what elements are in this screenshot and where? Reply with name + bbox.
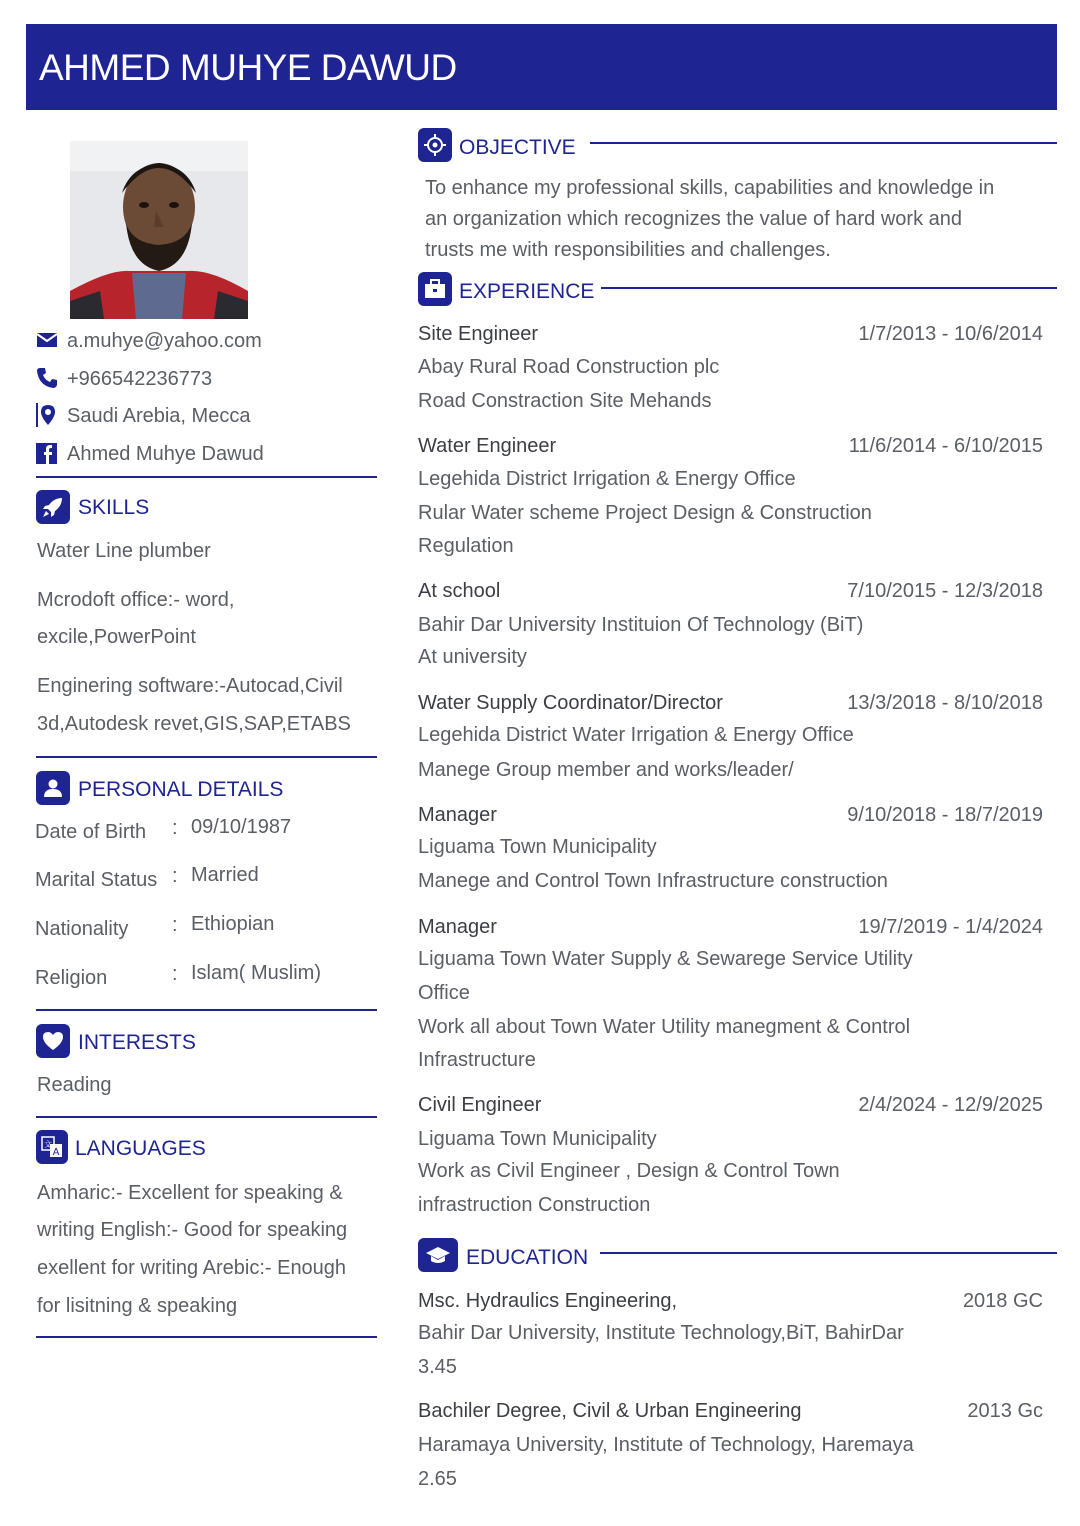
job-line: Bahir Dar University Instituion Of Technology (BiT) [418, 614, 864, 636]
skill-item: Enginering software:-Autocad,Civil [37, 675, 343, 697]
job-line: Regulation [418, 535, 514, 557]
job-title: Site Engineer [418, 323, 539, 345]
location-pin-icon [36, 403, 56, 432]
job-line: Office [418, 982, 470, 1004]
job-line: Rular Water scheme Project Design & Construction [418, 502, 872, 524]
dob-label: Date of Birth [35, 821, 147, 843]
dob-value: 09/10/1987 [191, 816, 292, 838]
colon: : [172, 817, 178, 839]
divider [36, 1116, 377, 1118]
degree-line: 3.45 [418, 1356, 457, 1378]
colon: : [172, 865, 178, 887]
heart-icon [36, 1024, 70, 1058]
job-line: Liguama Town Water Supply & Sewarege Service Utility [418, 948, 913, 970]
job-line: Abay Rural Road Construction plc [418, 356, 720, 378]
person-icon [36, 771, 70, 805]
facebook-icon [36, 443, 57, 469]
personal-details-heading: PERSONAL DETAILS [78, 778, 284, 801]
job-title: Manager [418, 916, 497, 938]
degree-line: 2.65 [418, 1468, 457, 1490]
degree-line: Haramaya University, Institute of Technology, Haremaya [418, 1434, 914, 1456]
nationality-label: Nationality [35, 918, 129, 940]
language-line: for lisitning & speaking [37, 1295, 238, 1317]
degree-title: Msc. Hydraulics Engineering, [418, 1290, 677, 1312]
job-dates: 9/10/2018 - 18/7/2019 [847, 804, 1043, 826]
colon: : [172, 914, 178, 936]
job-line: At university [418, 646, 527, 668]
divider [36, 1336, 377, 1338]
job-dates: 13/3/2018 - 8/10/2018 [847, 692, 1043, 714]
job-line: infrastruction Construction [418, 1194, 651, 1216]
rocket-icon [36, 490, 70, 524]
skill-item: 3d,Autodesk revet,GIS,SAP,ETABS [37, 713, 351, 735]
degree-year: 2013 Gc [967, 1400, 1043, 1422]
education-heading: EDUCATION [466, 1246, 589, 1269]
skill-item: Water Line plumber [37, 540, 211, 562]
facebook-text[interactable]: Ahmed Muhye Dawud [67, 443, 264, 465]
section-rule [590, 142, 1057, 144]
divider [36, 756, 377, 758]
job-dates: 7/10/2015 - 12/3/2018 [847, 580, 1043, 602]
section-rule [600, 1252, 1057, 1254]
job-title: Water Engineer [418, 435, 557, 457]
portrait-image [70, 141, 248, 319]
skill-item: Mcrodoft office:- word, [37, 589, 235, 611]
header-banner [26, 24, 1057, 110]
translate-icon [36, 1130, 68, 1164]
job-title: Water Supply Coordinator/Director [418, 692, 723, 714]
job-dates: 2/4/2024 - 12/9/2025 [858, 1094, 1043, 1116]
candidate-name: AHMED MUHYE DAWUD [39, 47, 457, 88]
objective-line: an organization which recognizes the value of hard work and [425, 208, 962, 230]
languages-heading: LANGUAGES [75, 1137, 206, 1160]
phone-text[interactable]: +966542236773 [67, 368, 213, 390]
objective-heading: OBJECTIVE [459, 136, 576, 159]
objective-line: To enhance my professional skills, capabilities and knowledge in [425, 177, 995, 199]
interest-item: Reading [37, 1074, 112, 1096]
interests-heading: INTERESTS [78, 1031, 196, 1054]
job-title: At school [418, 580, 501, 602]
svg-text:文: 文 [44, 1140, 52, 1149]
experience-heading: EXPERIENCE [459, 280, 595, 303]
degree-year: 2018 GC [962, 1290, 1043, 1312]
divider [36, 476, 377, 478]
email-icon [36, 331, 58, 354]
job-line: Legehida District Irrigation & Energy Office [418, 468, 796, 490]
job-title: Civil Engineer [418, 1094, 542, 1116]
phone-icon [36, 367, 58, 394]
language-line: exellent for writing Arebic:- Enough [37, 1257, 347, 1279]
briefcase-icon [418, 272, 452, 306]
profile-photo [70, 141, 248, 319]
skill-item: excile,PowerPoint [37, 626, 196, 648]
nationality-value: Ethiopian [191, 913, 275, 935]
job-line: Legehida District Water Irrigation & Energy Office [418, 724, 854, 746]
target-icon [418, 128, 452, 162]
degree-title: Bachiler Degree, Civil & Urban Engineering [418, 1400, 802, 1422]
email-text[interactable]: a.muhye@yahoo.com [67, 330, 262, 352]
skills-heading: SKILLS [78, 496, 150, 519]
job-line: Liguama Town Municipality [418, 1128, 657, 1150]
job-dates: 11/6/2014 - 6/10/2015 [848, 435, 1043, 457]
job-line: Infrastructure [418, 1049, 536, 1071]
job-line: Liguama Town Municipality [418, 836, 657, 858]
marital-value: Married [191, 864, 259, 886]
job-line: Work all about Town Water Utility manegment & Control [418, 1016, 911, 1038]
divider [36, 1009, 377, 1011]
marital-label: Marital Status [35, 869, 158, 891]
job-dates: 1/7/2013 - 10/6/2014 [858, 323, 1043, 345]
job-line: Manege and Control Town Infrastructure construction [418, 870, 888, 892]
objective-line: trusts me with responsibilities and challenges. [425, 239, 831, 261]
svg-text:A: A [52, 1147, 60, 1158]
religion-label: Religion [35, 967, 108, 989]
language-line: writing English:- Good for speaking [37, 1219, 348, 1241]
job-line: Road Constraction Site Mehands [418, 390, 712, 412]
religion-value: Islam( Muslim) [191, 962, 321, 984]
job-line: Work as Civil Engineer , Design & Control Town [418, 1160, 840, 1182]
job-line: Manege Group member and works/leader/ [418, 759, 794, 781]
degree-line: Bahir Dar University, Institute Technology,BiT, BahirDar [418, 1322, 904, 1344]
location-text: Saudi Arebia, Mecca [67, 405, 251, 427]
language-line: Amharic:- Excellent for speaking & [37, 1182, 343, 1204]
job-title: Manager [418, 804, 497, 826]
job-dates: 19/7/2019 - 1/4/2024 [858, 916, 1043, 938]
colon: : [172, 963, 178, 985]
graduation-cap-icon [418, 1238, 458, 1272]
section-rule [601, 287, 1057, 289]
